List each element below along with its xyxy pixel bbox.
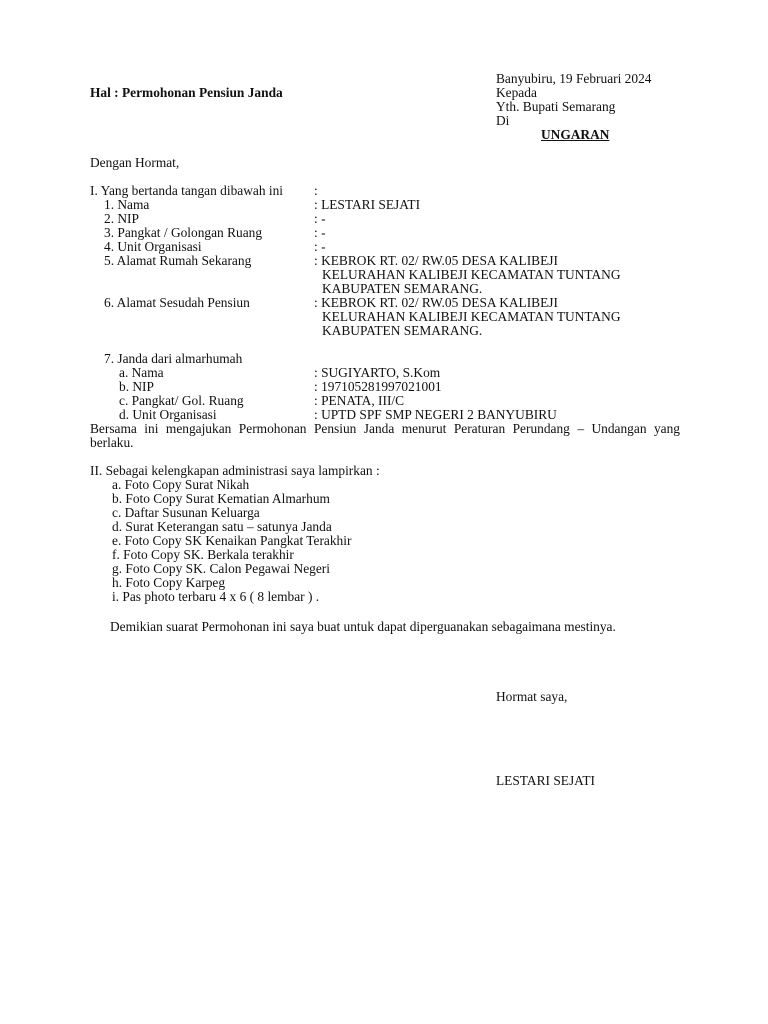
field-value: : - <box>314 211 326 226</box>
widow-of-label: 7. Janda dari almarhumah <box>104 351 243 366</box>
attachment-item: e. Foto Copy SK Kenaikan Pangkat Terakhir <box>112 533 352 548</box>
section1-intro: I. Yang bertanda tangan dibawah ini <box>90 183 283 198</box>
attachment-item: f. Foto Copy SK. Berkala terakhir <box>112 547 294 562</box>
field-label: 3. Pangkat / Golongan Ruang <box>104 225 263 240</box>
field-label: 4. Unit Organisasi <box>104 239 202 254</box>
deceased-value: : PENATA, III/C <box>314 393 405 408</box>
address-line: KABUPATEN SEMARANG. <box>322 281 483 296</box>
attachment-item: i. Pas photo terbaru 4 x 6 ( 8 lembar ) . <box>112 589 320 604</box>
deceased-value: : SUGIYARTO, S.Kom <box>314 365 441 380</box>
field-value: : - <box>314 225 326 240</box>
address-line: KABUPATEN SEMARANG. <box>322 323 483 338</box>
field-label: 5. Alamat Rumah Sekarang <box>104 253 252 268</box>
field-label: 6. Alamat Sesudah Pensiun <box>104 295 250 310</box>
attachment-item: g. Foto Copy SK. Calon Pegawai Negeri <box>112 561 330 576</box>
signatory-name: LESTARI SEJATI <box>496 773 595 788</box>
deceased-label: a. Nama <box>119 365 164 380</box>
signature-salutation: Hormat saya, <box>496 689 568 704</box>
to-label: Kepada <box>496 85 537 100</box>
request-paragraph: Bersama ini mengajukan Permohonan Pensiun Janda menurut Peraturan Perundang – Undangan yang berlaku. <box>90 421 680 451</box>
address-line: KELURAHAN KALIBEJI KECAMATAN TUNTANG <box>322 267 621 282</box>
deceased-value: : 197105281997021001 <box>314 379 442 394</box>
deceased-label: b. NIP <box>119 379 154 394</box>
recipient: Yth. Bupati Semarang <box>496 99 616 114</box>
attachment-item: b. Foto Copy Surat Kematian Almarhum <box>112 491 330 506</box>
attachment-item: h. Foto Copy Karpeg <box>112 575 226 590</box>
field-value: : LESTARI SEJATI <box>314 197 421 212</box>
place-date: Banyubiru, 19 Februari 2024 <box>496 71 652 86</box>
attachment-item: c. Daftar Susunan Keluarga <box>112 505 260 520</box>
deceased-label: c. Pangkat/ Gol. Ruang <box>119 393 244 408</box>
attachment-item: d. Surat Keterangan satu – satunya Janda <box>112 519 332 534</box>
field-value: : KEBROK RT. 02/ RW.05 DESA KALIBEJI <box>314 295 558 310</box>
recipient-city: UNGARAN <box>541 127 610 142</box>
section2-intro: II. Sebagai kelengkapan administrasi saya lampirkan : <box>90 463 380 478</box>
di-label: Di <box>496 113 510 128</box>
field-value: : KEBROK RT. 02/ RW.05 DESA KALIBEJI <box>314 253 558 268</box>
attachment-item: a. Foto Copy Surat Nikah <box>112 477 250 492</box>
field-label: 2. NIP <box>104 211 139 226</box>
field-label: 1. Nama <box>104 197 150 212</box>
subject: Hal : Permohonan Pensiun Janda <box>90 85 283 100</box>
greeting: Dengan Hormat, <box>90 155 180 170</box>
section1-intro-colon: : <box>314 183 318 198</box>
deceased-label: d. Unit Organisasi <box>119 407 217 422</box>
field-value: : - <box>314 239 326 254</box>
deceased-value: : UPTD SPF SMP NEGERI 2 BANYUBIRU <box>314 407 557 422</box>
closing-paragraph: Demikian suarat Permohonan ini saya buat untuk dapat diperguanakan sebagaimana mestinya. <box>110 619 616 634</box>
address-line: KELURAHAN KALIBEJI KECAMATAN TUNTANG <box>322 309 621 324</box>
